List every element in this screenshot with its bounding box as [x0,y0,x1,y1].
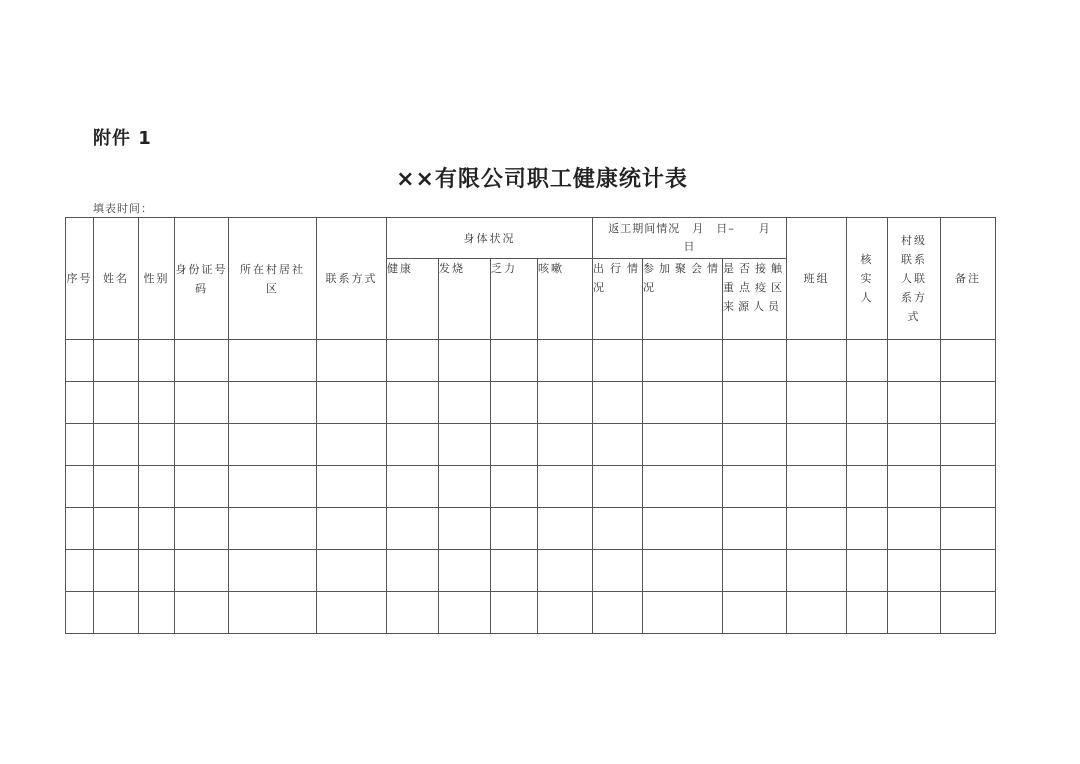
table-cell[interactable] [94,424,139,466]
table-cell[interactable] [941,508,996,550]
table-cell[interactable] [538,592,593,634]
table-cell[interactable] [723,424,787,466]
table-cell[interactable] [491,466,538,508]
table-cell[interactable] [387,592,439,634]
table-cell[interactable] [439,592,491,634]
header-health-group: 身体状况 [387,218,593,259]
table-cell[interactable] [175,340,229,382]
table-cell[interactable] [439,424,491,466]
table-cell[interactable] [139,340,175,382]
table-cell[interactable] [538,466,593,508]
table-cell[interactable] [229,592,317,634]
table-cell[interactable] [66,340,94,382]
header-verifier: 核实人 [847,218,888,340]
table-cell[interactable] [317,592,387,634]
table-cell[interactable] [888,424,941,466]
header-return-item: 参加聚会情况 [643,259,723,340]
table-cell[interactable] [643,340,723,382]
header-id-number: 身份证号码 [175,218,229,340]
table-cell[interactable] [175,508,229,550]
table-cell[interactable] [317,340,387,382]
table-cell[interactable] [317,550,387,592]
table-cell[interactable] [229,340,317,382]
table-cell[interactable] [317,508,387,550]
table-cell[interactable] [94,382,139,424]
table-cell[interactable] [723,340,787,382]
table-cell[interactable] [538,424,593,466]
table-cell[interactable] [593,550,643,592]
table-cell[interactable] [139,382,175,424]
table-cell[interactable] [139,466,175,508]
table-cell[interactable] [888,340,941,382]
table-cell[interactable] [229,508,317,550]
document-title: ××有限公司职工健康统计表 [396,167,688,192]
header-health-item: 乏力 [491,259,538,340]
table-cell[interactable] [491,424,538,466]
table-cell[interactable] [787,466,847,508]
table-row [66,382,996,424]
table-cell[interactable] [175,550,229,592]
table-cell[interactable] [66,382,94,424]
header-contact: 联系方式 [317,218,387,340]
table-cell[interactable] [888,592,941,634]
table-cell[interactable] [66,466,94,508]
table-cell[interactable] [139,550,175,592]
table-cell[interactable] [787,424,847,466]
table-row [66,508,996,550]
table-row [66,424,996,466]
table-cell[interactable] [491,382,538,424]
table-cell[interactable] [847,508,888,550]
table-cell[interactable] [643,382,723,424]
table-cell[interactable] [387,382,439,424]
table-row [66,550,996,592]
table-cell[interactable] [439,550,491,592]
table-cell[interactable] [387,340,439,382]
table-cell[interactable] [175,424,229,466]
table-cell[interactable] [229,466,317,508]
header-seq: 序号 [66,218,94,340]
table-cell[interactable] [66,550,94,592]
table-cell[interactable] [139,592,175,634]
table-cell[interactable] [317,382,387,424]
table-cell[interactable] [317,424,387,466]
table-cell[interactable] [439,508,491,550]
table-cell[interactable] [723,592,787,634]
table-cell[interactable] [439,340,491,382]
table-cell[interactable] [94,592,139,634]
table-cell[interactable] [787,508,847,550]
table-cell[interactable] [723,508,787,550]
table-cell[interactable] [941,466,996,508]
table-cell[interactable] [491,592,538,634]
table-cell[interactable] [94,508,139,550]
table-cell[interactable] [66,592,94,634]
table-cell[interactable] [175,466,229,508]
table-cell[interactable] [847,382,888,424]
table-cell[interactable] [888,466,941,508]
header-return-item: 出行情况 [593,259,643,340]
table-cell[interactable] [723,466,787,508]
table-cell[interactable] [723,382,787,424]
table-cell[interactable] [888,382,941,424]
table-cell[interactable] [643,592,723,634]
table-cell[interactable] [593,508,643,550]
table-cell[interactable] [94,466,139,508]
table-cell[interactable] [941,550,996,592]
table-cell[interactable] [593,466,643,508]
table-cell[interactable] [593,592,643,634]
table-cell[interactable] [847,424,888,466]
table-cell[interactable] [538,550,593,592]
header-health-item: 健康 [387,259,439,340]
table-cell[interactable] [229,382,317,424]
table-cell[interactable] [723,550,787,592]
table-cell[interactable] [888,508,941,550]
table-cell[interactable] [941,592,996,634]
table-cell[interactable] [175,592,229,634]
table-cell[interactable] [439,466,491,508]
table-cell[interactable] [847,550,888,592]
table-cell[interactable] [941,424,996,466]
table-cell[interactable] [787,550,847,592]
table-cell[interactable] [139,424,175,466]
table-cell[interactable] [139,508,175,550]
table-cell[interactable] [787,592,847,634]
table-cell[interactable] [941,340,996,382]
table-cell[interactable] [491,340,538,382]
table-cell[interactable] [593,340,643,382]
table-cell[interactable] [538,340,593,382]
table-body [66,340,996,634]
table-cell[interactable] [491,508,538,550]
table-cell[interactable] [94,340,139,382]
table-row [66,592,996,634]
table-cell[interactable] [229,550,317,592]
table-cell[interactable] [847,592,888,634]
header-village-contact: 村级联系人联系方式 [888,218,941,340]
table-cell[interactable] [941,382,996,424]
table-cell[interactable] [787,340,847,382]
table-cell[interactable] [317,466,387,508]
header-remarks: 备注 [941,218,996,340]
table-cell[interactable] [643,424,723,466]
table-cell[interactable] [643,466,723,508]
table-cell[interactable] [888,550,941,592]
table-cell[interactable] [643,550,723,592]
table-cell[interactable] [175,382,229,424]
table-cell[interactable] [94,550,139,592]
header-return-group: 返工期间情况 月 日– 月 日 [593,218,787,259]
table-cell[interactable] [387,466,439,508]
table-cell[interactable] [643,508,723,550]
table-cell[interactable] [229,424,317,466]
table-row [66,340,996,382]
table-cell[interactable] [387,508,439,550]
table-cell[interactable] [491,550,538,592]
table-cell[interactable] [847,340,888,382]
table-row [66,466,996,508]
health-statistics-table [65,217,996,634]
header-name: 姓名 [94,218,139,340]
header-team: 班组 [787,218,847,340]
table-cell[interactable] [387,550,439,592]
table-cell[interactable] [787,382,847,424]
attachment-label: 附件 1 [93,128,152,149]
fill-time-label: 填表时间： [93,202,153,215]
header-health-item: 咳嗽 [538,259,593,340]
header-village: 所在村居社区 [229,218,317,340]
table-cell[interactable] [66,508,94,550]
table-cell[interactable] [847,466,888,508]
table-cell[interactable] [439,382,491,424]
table-cell[interactable] [538,508,593,550]
header-return-item: 是否接触重点疫区来源人员 [723,259,787,340]
header-health-item: 发烧 [439,259,491,340]
table-cell[interactable] [538,382,593,424]
table-cell[interactable] [387,424,439,466]
table-cell[interactable] [66,424,94,466]
table-cell[interactable] [593,424,643,466]
header-gender: 性别 [139,218,175,340]
table-cell[interactable] [593,382,643,424]
